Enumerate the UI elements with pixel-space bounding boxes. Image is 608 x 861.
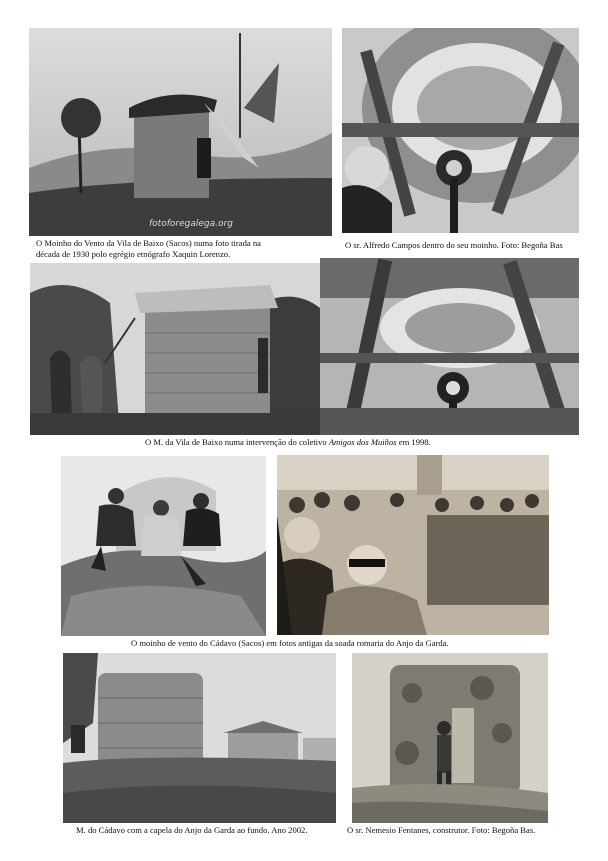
photo-windmill-1930s	[29, 28, 332, 236]
caption-alfredo-campos: O sr. Alfredo Campos dentro do seu moinho. Foto: Begoña Bas	[345, 240, 563, 250]
photo-cadavo-2002-chapel	[63, 653, 336, 823]
watermark-text: fotoforegalega.org	[149, 219, 233, 229]
photo-windmill-1998-intervention	[30, 263, 320, 435]
caption-cadavo-2002: M. do Cádavo com a capela do Anjo da Garda ao fundo. Ano 2002.	[76, 825, 308, 835]
photo-alfredo-campos-inside-mill	[342, 28, 579, 233]
photo-cadavo-men-on-rock	[61, 456, 266, 636]
caption-nemesio-fentanes: O sr. Nemesio Fentanes, construtor. Foto: Begoña Bas.	[347, 825, 536, 835]
caption-windmill-1930s: O Moinho do Vento da Vila de Baixo (Sacos) numa foto tirada na década de 1930 polo egrégio etnógrafo Xaquin Lorenzo.	[36, 238, 261, 259]
photo-mill-gear-interior	[320, 258, 579, 435]
photo-nemesio-fentanes	[352, 653, 548, 823]
caption-cadavo-romaria: O moinho de vento do Cádavo (Sacos) em fotos antigas da soada romaria do Anjo da Garda.	[131, 638, 449, 648]
photo-romaria-crowd	[277, 455, 549, 635]
caption-1998-intervention: O M. da Vila de Baixo numa intervenção do coletivo Amigos dos Muiños em 1998.	[145, 437, 431, 447]
